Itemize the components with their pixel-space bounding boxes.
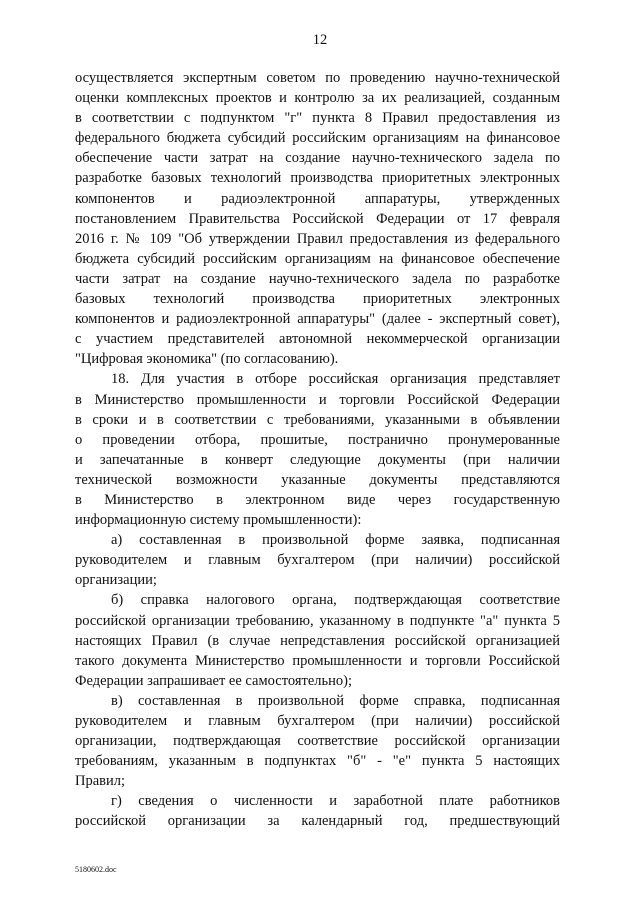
text-line: российской организации за календарный год, предшествующий bbox=[75, 813, 560, 830]
text-line: а) составленная в произвольной форме заявка, подписанная bbox=[111, 532, 560, 549]
text-line: постановлением Правительства Российской Федерации от 17 февраля bbox=[75, 210, 560, 227]
text-line: Федерации запрашивает ее самостоятельно); bbox=[75, 672, 352, 689]
text-line: Правил; bbox=[75, 773, 126, 790]
text-line: обеспечение части затрат на создание научно-технического задела по bbox=[75, 150, 560, 167]
text-line: руководителем и главным бухгалтером (при наличии) российской bbox=[75, 713, 560, 729]
text-line: 18. Для участия в отборе российская организация представляет bbox=[111, 371, 560, 388]
text-line: "Цифровая экономика" (по согласованию). bbox=[75, 351, 339, 368]
text-line: г) сведения о численности и заработной плате работников bbox=[111, 793, 560, 810]
text-line: компонентов и радиоэлектронной аппаратуры" (далее - экспертный совет), bbox=[75, 311, 560, 328]
text-line: требованиям, указанным в подпунктах "б" - "е" пункта 5 настоящих bbox=[75, 753, 560, 770]
text-line: базовых технологий производства приоритетных электронных bbox=[75, 291, 560, 308]
text-line: о проведении отбора, прошитые, постранично пронумерованные bbox=[75, 431, 560, 448]
page-number: 12 bbox=[312, 32, 328, 48]
document-body bbox=[75, 68, 560, 832]
footer-filename: 5180602.doc bbox=[75, 865, 117, 874]
text-line: в Министерство в электронном виде через государственную bbox=[75, 491, 560, 508]
text-line: настоящих Правил (в случае непредставления российской организацией bbox=[75, 632, 560, 649]
text-line: бюджета субсидий российским организациям на финансовое обеспечение bbox=[75, 250, 560, 267]
text-line: части затрат на создание научно-технического задела по разработке bbox=[75, 270, 560, 287]
text-line: и запечатанные в конверт следующие документы (при наличии bbox=[75, 451, 560, 468]
text-line: оценки комплексных проектов и контролю за их реализацией, созданным bbox=[75, 90, 560, 107]
text-line: компонентов и радиоэлектронной аппаратуры, утвержденных bbox=[75, 190, 560, 207]
paragraph-item-g bbox=[75, 791, 560, 831]
paragraph-continuation bbox=[75, 68, 560, 369]
text-line: разработке базовых технологий производства приоритетных электронных bbox=[75, 170, 560, 187]
paragraph-item-b bbox=[75, 590, 560, 690]
text-line: 2016 г. № 109 "Об утверждении Правил предоставления из федерального bbox=[75, 230, 560, 247]
text-line: информационную систему промышленности): bbox=[75, 512, 362, 529]
paragraph-item-v bbox=[75, 691, 560, 791]
text-line: в соответствии с подпунктом "г" пункта 8 Правил предоставления из bbox=[75, 110, 560, 127]
text-line: руководителем и главным бухгалтером (при наличии) российской bbox=[75, 552, 560, 569]
text-line: организации; bbox=[75, 572, 157, 589]
paragraph-point-18 bbox=[75, 369, 560, 530]
text-line: технической возможности указанные документы представляются bbox=[75, 471, 560, 488]
text-line: в сроки и в соответствии с требованиями, указанными в объявлении bbox=[75, 411, 560, 428]
text-line: с участием представителей автономной некоммерческой организации bbox=[75, 331, 560, 348]
text-line: федерального бюджета субсидий российским организациям на финансовое bbox=[75, 130, 560, 147]
text-line: в) составленная в произвольной форме справка, подписанная bbox=[111, 692, 560, 709]
text-line: в Министерство промышленности и торговли Российской Федерации bbox=[75, 391, 560, 408]
text-line: осуществляется экспертным советом по проведению научно-технической bbox=[75, 70, 560, 86]
text-line: такого документа Министерство промышленности и торговли Российской bbox=[75, 652, 560, 669]
paragraph-item-a bbox=[75, 530, 560, 590]
text-line: б) справка налогового органа, подтверждающая соответствие bbox=[111, 592, 560, 609]
text-line: организации, подтверждающая соответствие российской организации bbox=[75, 733, 560, 750]
text-line: российской организации требованию, указанному в подпункте "а" пункта 5 bbox=[75, 612, 560, 629]
